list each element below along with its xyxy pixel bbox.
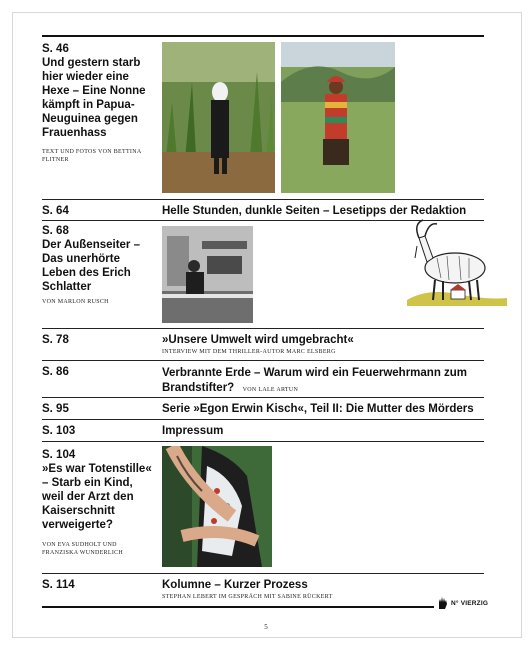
rule: [42, 397, 484, 398]
hand-icon: [437, 596, 449, 610]
page-ref-95: S. 95: [42, 403, 69, 415]
bottom-rule: [42, 606, 434, 608]
page-number: 5: [264, 623, 268, 631]
article-entry-86[interactable]: [162, 365, 484, 395]
page-ref-68: S. 68: [42, 225, 69, 237]
page-ref-78: S. 78: [42, 334, 69, 346]
photo-couple-embrace: [162, 446, 272, 567]
rule: [42, 328, 484, 329]
article-title-64[interactable]: Helle Stunden, dunkle Seiten – Lesetipps der Redaktion: [162, 205, 467, 217]
rule: [42, 441, 484, 442]
page-ref-103: S. 103: [42, 425, 76, 437]
article-title-46[interactable]: Und gestern starb hier wieder eine Hexe – Eine Nonne kämpft in Papua-Neuguinea gegen Frauenhass: [42, 57, 146, 139]
photo-woman-hills: [281, 42, 395, 193]
page-ref-104: S. 104: [42, 449, 76, 461]
article-title-104[interactable]: »Es war Totenstille« – Starb ein Kind, weil der Arzt den Kaiserschnitt verweigerte?: [42, 463, 152, 531]
photo-man-workshop: [162, 226, 253, 323]
goat-illustration: [407, 218, 507, 310]
byline-78: INTERVIEW MIT DEM THRILLER-AUTOR MARC ELSBERG: [162, 349, 336, 355]
page-ref-86: S. 86: [42, 366, 69, 378]
article-title-103[interactable]: Impressum: [162, 425, 224, 437]
magazine-brand: N° VIERZIG: [451, 600, 489, 607]
byline-86: VON LALE ARTUN: [242, 387, 299, 393]
article-title-86: Verbrannte Erde – Warum wird ein Feuerwehrmann zum Brandstifter?: [162, 367, 468, 394]
article-title-114[interactable]: Kolumne – Kurzer Prozess: [162, 579, 308, 591]
photo-nun-in-field: [162, 42, 275, 193]
page-ref-46: S. 46: [42, 43, 69, 55]
byline-68: VON MARLON RUSCH: [42, 299, 109, 305]
byline-104: VON EVA SUDHOLT UND FRANZISKA WUNDERLICH: [42, 542, 124, 556]
rule: [42, 360, 484, 361]
rule: [42, 419, 484, 420]
article-title-68[interactable]: Der Außenseiter – Das unerhörte Leben des Erich Schlatter: [42, 239, 140, 293]
top-rule: [42, 35, 484, 37]
rule: [42, 573, 484, 574]
article-title-78[interactable]: »Unsere Umwelt wird umgebracht«: [162, 334, 354, 346]
page-ref-114: S. 114: [42, 579, 75, 591]
byline-46: TEXT UND FOTOS VON BETTINA FLITNER: [42, 149, 142, 163]
byline-114: STEPHAN LEBERT IM GESPRÄCH MIT SABINE RÜCKERT: [162, 594, 333, 600]
page-ref-64: S. 64: [42, 205, 69, 217]
rule: [42, 199, 484, 200]
article-title-95[interactable]: Serie »Egon Erwin Kisch«, Teil II: Die Mutter des Mörders: [162, 403, 474, 415]
